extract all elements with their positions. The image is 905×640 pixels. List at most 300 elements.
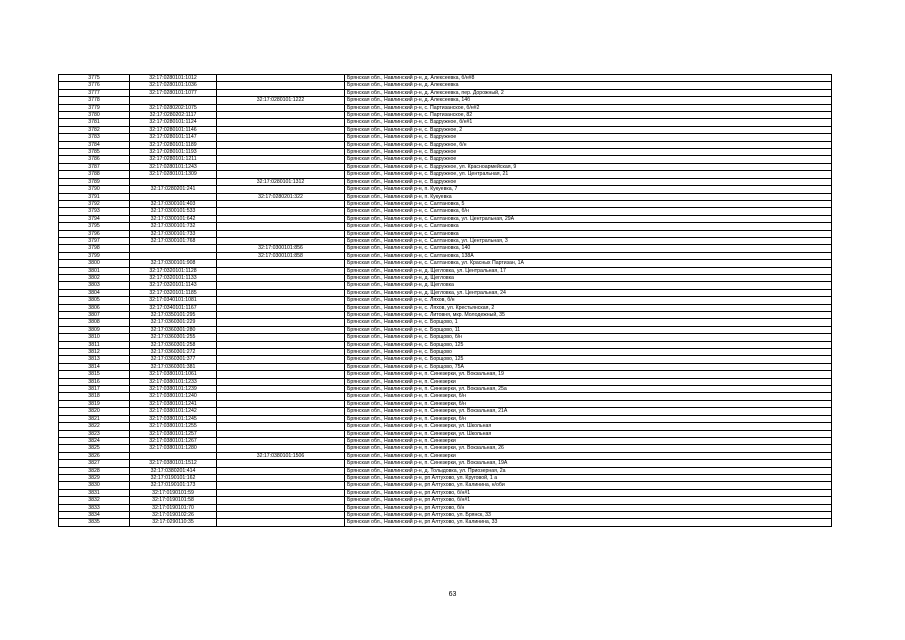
table-row (59, 423, 832, 430)
cadastral-number-alt-cell (217, 215, 345, 222)
row-number-cell: 3828 (59, 467, 130, 474)
cadastral-number-alt-cell (217, 200, 345, 207)
cadastral-number-cell: 32:17:0350101:295 (130, 312, 217, 319)
table-row (59, 326, 832, 333)
address-cell: Брянская обл., Навлинский р-н, с. Ляхов, б/н (345, 297, 832, 304)
row-number-cell: 3830 (59, 482, 130, 489)
row-number-cell: 3787 (59, 163, 130, 170)
address-cell: Брянская обл., Навлинский р-н, с. Партизанское, б/н#2 (345, 104, 832, 111)
address-cell: Брянская обл., Навлинский р-н, п. Синезерки, ул. Школьная (345, 430, 832, 437)
cadastral-number-alt-cell (217, 474, 345, 481)
cadastral-number-cell: 32:17:0320101:1185 (130, 289, 217, 296)
cadastral-number-alt-cell (217, 460, 345, 467)
cadastral-number-alt-cell (217, 75, 345, 82)
cadastral-number-cell: 32:17:0300101:768 (130, 237, 217, 244)
table-row (59, 237, 832, 244)
cadastral-number-alt-cell (217, 400, 345, 407)
cadastral-number-cell: 32:17:0280101:1077 (130, 89, 217, 96)
table-row (59, 274, 832, 281)
cadastral-number-alt-cell (217, 149, 345, 156)
cadastral-number-alt-cell (217, 363, 345, 370)
cadastral-number-alt-cell (217, 237, 345, 244)
cadastral-number-alt-cell: 32:17:0300101:858 (217, 252, 345, 259)
table-row (59, 378, 832, 385)
cadastral-number-cell: 32:17:0280201:241 (130, 186, 217, 193)
row-number-cell: 3777 (59, 89, 130, 96)
cadastral-number-alt-cell (217, 156, 345, 163)
address-cell: Брянская обл., Навлинский р-н, д. Алексеевка, 14б (345, 97, 832, 104)
address-cell: Брянская обл., Навлинский р-н, д. Щегловка, ул. Центральная, 17 (345, 267, 832, 274)
cadastral-number-cell: 32:17:0280101:1146 (130, 126, 217, 133)
address-cell: Брянская обл., Навлинский р-н, п. Синезерки (345, 452, 832, 459)
address-cell: Брянская обл., Навлинский р-н, с. Борщово, 125 (345, 341, 832, 348)
table-row (59, 297, 832, 304)
cadastral-number-alt-cell (217, 386, 345, 393)
row-number-cell: 3813 (59, 356, 130, 363)
table-row (59, 75, 832, 82)
address-cell: Брянская обл., Навлинский р-н, п. Кукуевка, 7 (345, 186, 832, 193)
table-row (59, 437, 832, 444)
row-number-cell: 3776 (59, 82, 130, 89)
table-row (59, 134, 832, 141)
table-row (59, 319, 832, 326)
cadastral-number-cell (130, 97, 217, 104)
table-row (59, 489, 832, 496)
cadastral-number-cell: 32:17:0360301:272 (130, 349, 217, 356)
cadastral-number-cell: 32:17:0380101:1255 (130, 423, 217, 430)
cadastral-number-cell: 32:17:0320101:1133 (130, 274, 217, 281)
cadastral-number-alt-cell (217, 319, 345, 326)
row-number-cell: 3809 (59, 326, 130, 333)
cadastral-number-alt-cell (217, 208, 345, 215)
address-cell: Брянская обл., Навлинский р-н, с. Салтановка, ул. Центральная, 29А (345, 215, 832, 222)
page-number: 63 (448, 591, 457, 598)
cadastral-number-cell: 32:17:0380101:1240 (130, 393, 217, 400)
cadastral-number-cell: 32:17:0380101:1061 (130, 371, 217, 378)
address-cell: Брянская обл., Навлинский р-н, с. Борщово, 75А (345, 363, 832, 370)
cadastral-number-alt-cell (217, 186, 345, 193)
row-number-cell: 3800 (59, 260, 130, 267)
table-row (59, 178, 832, 185)
address-cell: Брянская обл., Навлинский р-н, п. Синезерки, ул. Вокзальная, 21А (345, 408, 832, 415)
cadastral-number-cell: 32:17:0280101:1189 (130, 141, 217, 148)
table-row (59, 149, 832, 156)
table-row (59, 363, 832, 370)
row-number-cell: 3780 (59, 112, 130, 119)
cadastral-number-alt-cell: 32:17:0280101:1312 (217, 178, 345, 185)
document-table (58, 74, 832, 527)
cadastral-number-cell (130, 452, 217, 459)
address-cell: Брянская обл., Навлинский р-н, п. Кукуевка (345, 193, 832, 200)
row-number-cell: 3831 (59, 489, 130, 496)
cadastral-number-alt-cell (217, 415, 345, 422)
address-cell: Брянская обл., Навлинский р-н, д. Алексеевка (345, 82, 832, 89)
address-cell: Брянская обл., Навлинский р-н, п. Синезерки, ул. Вокзальная, 19А (345, 460, 832, 467)
row-number-cell: 3802 (59, 274, 130, 281)
cadastral-number-alt-cell (217, 82, 345, 89)
row-number-cell: 3824 (59, 437, 130, 444)
cadastral-number-alt-cell: 32:17:0280201:322 (217, 193, 345, 200)
row-number-cell: 3805 (59, 297, 130, 304)
cadastral-number-alt-cell: 32:17:0280101:1222 (217, 97, 345, 104)
row-number-cell: 3821 (59, 415, 130, 422)
cadastral-number-alt-cell (217, 126, 345, 133)
cadastral-number-alt-cell (217, 497, 345, 504)
row-number-cell: 3796 (59, 230, 130, 237)
cadastral-number-alt-cell (217, 326, 345, 333)
cadastral-number-alt-cell (217, 274, 345, 281)
table-row (59, 519, 832, 526)
table-row (59, 415, 832, 422)
table-row (59, 386, 832, 393)
address-cell: Брянская обл., Навлинский р-н, с. Вздружное (345, 134, 832, 141)
cadastral-number-cell: 32:17:0300101:733 (130, 230, 217, 237)
table-row (59, 393, 832, 400)
table-row (59, 193, 832, 200)
table-row (59, 289, 832, 296)
address-cell: Брянская обл., Навлинский р-н, п. Синезерки, ул. Вокзальная, 26 (345, 445, 832, 452)
row-number-cell: 3797 (59, 237, 130, 244)
cadastral-number-alt-cell (217, 134, 345, 141)
table-row (59, 163, 832, 170)
address-cell: Брянская обл., Навлинский р-н, п. Синезерки (345, 437, 832, 444)
cadastral-number-alt-cell (217, 230, 345, 237)
address-cell: Брянская обл., Навлинский р-н, с. Борщово, 1 (345, 319, 832, 326)
cadastral-number-cell: 32:17:0380101:1245 (130, 415, 217, 422)
table-row (59, 200, 832, 207)
cadastral-number-cell: 32:17:0340101:1167 (130, 304, 217, 311)
row-number-cell: 3810 (59, 334, 130, 341)
cadastral-number-alt-cell (217, 112, 345, 119)
table-row (59, 230, 832, 237)
table-row (59, 304, 832, 311)
row-number-cell: 3811 (59, 341, 130, 348)
table-row (59, 104, 832, 111)
cadastral-number-cell: 32:17:0300101:908 (130, 260, 217, 267)
row-number-cell: 3816 (59, 378, 130, 385)
row-number-cell: 3832 (59, 497, 130, 504)
table-row (59, 267, 832, 274)
address-cell: Брянская обл., Навлинский р-н, рп Алтухово, ул. Калинина, н/оби (345, 482, 832, 489)
address-cell: Брянская обл., Навлинский р-н, п. Синезерки, б/н (345, 393, 832, 400)
table-row (59, 474, 832, 481)
cadastral-number-cell: 32:17:0300101:642 (130, 215, 217, 222)
cadastral-number-cell: 32:17:0290110:35 (130, 519, 217, 526)
table-row (59, 97, 832, 104)
cadastral-number-cell: 32:17:0190102:26 (130, 511, 217, 518)
cadastral-number-cell: 32:17:0190101:59 (130, 489, 217, 496)
cadastral-number-cell: 32:17:0340101:1081 (130, 297, 217, 304)
cadastral-number-cell: 32:17:0280101:1211 (130, 156, 217, 163)
row-number-cell: 3827 (59, 460, 130, 467)
cadastral-number-cell (130, 193, 217, 200)
cadastral-number-cell: 32:17:0190101:173 (130, 482, 217, 489)
cadastral-number-alt-cell: 32:17:0300101:856 (217, 245, 345, 252)
row-number-cell: 3808 (59, 319, 130, 326)
cadastral-number-cell (130, 178, 217, 185)
cadastral-number-cell: 32:17:0300101:732 (130, 223, 217, 230)
row-number-cell: 3807 (59, 312, 130, 319)
row-number-cell: 3819 (59, 400, 130, 407)
cadastral-number-cell: 32:17:0360301:258 (130, 341, 217, 348)
address-cell: Брянская обл., Навлинский р-н, с. Салтановка (345, 223, 832, 230)
table-row (59, 171, 832, 178)
row-number-cell: 3785 (59, 149, 130, 156)
address-cell: Брянская обл., Навлинский р-н, рп Алтухово, ул. Брянск, 33 (345, 511, 832, 518)
address-cell: Брянская обл., Навлинский р-н, с. Вздружное, ул. Красноармейская, 9 (345, 163, 832, 170)
cadastral-number-alt-cell (217, 282, 345, 289)
cadastral-number-cell: 32:17:0190101:70 (130, 504, 217, 511)
table-row (59, 119, 832, 126)
row-number-cell: 3833 (59, 504, 130, 511)
cadastral-number-cell: 32:17:0280101:1012 (130, 75, 217, 82)
row-number-cell: 3829 (59, 474, 130, 481)
table-row (59, 245, 832, 252)
address-cell: Брянская обл., Навлинский р-н, п. Синезерки, б/н (345, 415, 832, 422)
table-row (59, 252, 832, 259)
address-cell: Брянская обл., Навлинский р-н, с. Салтановка, 5 (345, 200, 832, 207)
table-row (59, 82, 832, 89)
cadastral-number-cell (130, 245, 217, 252)
address-cell: Брянская обл., Навлинский р-н, д. Алексеевка, пер. Дорожный, 2 (345, 89, 832, 96)
row-number-cell: 3792 (59, 200, 130, 207)
cadastral-number-alt-cell (217, 104, 345, 111)
cadastral-number-alt-cell (217, 371, 345, 378)
row-number-cell: 3826 (59, 452, 130, 459)
address-cell: Брянская обл., Навлинский р-н, рп Алтухово, ул. Круговой, 1 а (345, 474, 832, 481)
address-cell: Брянская обл., Навлинский р-н, с. Вздружное, 2 (345, 126, 832, 133)
address-cell: Брянская обл., Навлинский р-н, с. Борщово, б/н (345, 334, 832, 341)
cadastral-number-alt-cell (217, 223, 345, 230)
address-cell: Брянская обл., Навлинский р-н, с. Салтановка, 138А (345, 252, 832, 259)
cadastral-number-cell: 32:17:0320101:1128 (130, 267, 217, 274)
row-number-cell: 3825 (59, 445, 130, 452)
table-row (59, 497, 832, 504)
table-row (59, 112, 832, 119)
cadastral-number-alt-cell (217, 289, 345, 296)
cadastral-number-alt-cell (217, 408, 345, 415)
address-cell: Брянская обл., Навлинский р-н, с. Борщово (345, 349, 832, 356)
table-row (59, 282, 832, 289)
table-row (59, 356, 832, 363)
row-number-cell: 3779 (59, 104, 130, 111)
cadastral-number-cell: 32:17:0300101:533 (130, 208, 217, 215)
table-row (59, 511, 832, 518)
cadastral-number-alt-cell (217, 430, 345, 437)
address-cell: Брянская обл., Навлинский р-н, рп Алтухово, б/н (345, 504, 832, 511)
row-number-cell: 3775 (59, 75, 130, 82)
table-row (59, 460, 832, 467)
cadastral-number-alt-cell (217, 504, 345, 511)
row-number-cell: 3799 (59, 252, 130, 259)
cadastral-number-cell: 32:17:0280101:1193 (130, 149, 217, 156)
cadastral-number-alt-cell (217, 423, 345, 430)
table-row (59, 260, 832, 267)
cadastral-number-alt-cell (217, 312, 345, 319)
address-cell: Брянская обл., Навлинский р-н, д. Толыдовка, ул. Приозерная, 2а (345, 467, 832, 474)
table-row (59, 467, 832, 474)
address-cell: Брянская обл., Навлинский р-н, с. Партизанское, 82 (345, 112, 832, 119)
cadastral-number-cell (130, 252, 217, 259)
row-number-cell: 3815 (59, 371, 130, 378)
row-number-cell: 3818 (59, 393, 130, 400)
address-cell: Брянская обл., Навлинский р-н, с. Вздружное (345, 178, 832, 185)
address-cell: Брянская обл., Навлинский р-н, с. Борщово, 11 (345, 326, 832, 333)
cadastral-number-alt-cell (217, 467, 345, 474)
address-cell: Брянская обл., Навлинский р-н, с. Вздружное (345, 149, 832, 156)
cadastral-number-cell: 32:17:0360301:280 (130, 326, 217, 333)
address-cell: Брянская обл., Навлинский р-н, с. Вздружное, б/н (345, 141, 832, 148)
cadastral-number-cell: 32:17:0280101:1124 (130, 119, 217, 126)
cadastral-number-alt-cell (217, 89, 345, 96)
cadastral-number-alt-cell (217, 356, 345, 363)
address-cell: Брянская обл., Навлинский р-н, с. Литовня, мкр. Молодежный, 35 (345, 312, 832, 319)
table-row (59, 482, 832, 489)
cadastral-number-alt-cell (217, 141, 345, 148)
cadastral-number-alt-cell (217, 267, 345, 274)
row-number-cell: 3783 (59, 134, 130, 141)
cadastral-number-cell: 32:17:0360301:229 (130, 319, 217, 326)
address-cell: Брянская обл., Навлинский р-н, с. Вздружное, ул. Центральная, 21 (345, 171, 832, 178)
table-row (59, 408, 832, 415)
row-number-cell: 3793 (59, 208, 130, 215)
address-cell: Брянская обл., Навлинский р-н, с. Салтановка (345, 230, 832, 237)
cadastral-number-alt-cell (217, 171, 345, 178)
row-number-cell: 3812 (59, 349, 130, 356)
address-cell: Брянская обл., Навлинский р-н, рп Алтухово, б/н#1 (345, 489, 832, 496)
address-cell: Брянская обл., Навлинский р-н, д. Щегловка (345, 282, 832, 289)
cadastral-number-cell: 32:17:0280202:1117 (130, 112, 217, 119)
cadastral-number-cell: 32:17:0190101:58 (130, 497, 217, 504)
cadastral-number-alt-cell (217, 334, 345, 341)
address-cell: Брянская обл., Навлинский р-н, д. Щегловка (345, 274, 832, 281)
table-row (59, 349, 832, 356)
address-cell: Брянская обл., Навлинский р-н, п. Синезерки (345, 378, 832, 385)
row-number-cell: 3791 (59, 193, 130, 200)
cadastral-number-cell: 32:17:0380101:1239 (130, 386, 217, 393)
address-cell: Брянская обл., Навлинский р-н, с. Салтановка, б/н (345, 208, 832, 215)
table-row (59, 312, 832, 319)
row-number-cell: 3786 (59, 156, 130, 163)
table-row (59, 430, 832, 437)
table-row (59, 156, 832, 163)
cadastral-number-cell: 32:17:0280101:1309 (130, 171, 217, 178)
row-number-cell: 3781 (59, 119, 130, 126)
row-number-cell: 3795 (59, 223, 130, 230)
cadastral-number-alt-cell (217, 119, 345, 126)
row-number-cell: 3823 (59, 430, 130, 437)
row-number-cell: 3801 (59, 267, 130, 274)
cadastral-number-alt-cell (217, 304, 345, 311)
row-number-cell: 3798 (59, 245, 130, 252)
cadastral-number-cell: 32:17:0320101:1143 (130, 282, 217, 289)
address-cell: Брянская обл., Навлинский р-н, п. Синезерки, б/н (345, 400, 832, 407)
cadastral-number-cell: 32:17:0360301:255 (130, 334, 217, 341)
table-row (59, 371, 832, 378)
address-cell: Брянская обл., Навлинский р-н, рп Алтухово, ул. Калинина, 33 (345, 519, 832, 526)
row-number-cell: 3790 (59, 186, 130, 193)
cadastral-number-alt-cell (217, 393, 345, 400)
cadastral-number-alt-cell (217, 511, 345, 518)
cadastral-number-alt-cell: 32:17:0380101:1506 (217, 452, 345, 459)
cadastral-number-cell: 32:17:0380101:1512 (130, 460, 217, 467)
row-number-cell: 3814 (59, 363, 130, 370)
cadastral-number-cell: 32:17:0280101:1147 (130, 134, 217, 141)
row-number-cell: 3784 (59, 141, 130, 148)
cadastral-number-cell: 32:17:0280101:1036 (130, 82, 217, 89)
cadastral-number-alt-cell (217, 163, 345, 170)
address-cell: Брянская обл., Навлинский р-н, п. Синезерки, ул. Вокзальная, 19 (345, 371, 832, 378)
address-cell: Брянская обл., Навлинский р-н, с. Салтановка, ул. Центральная, 3 (345, 237, 832, 244)
cadastral-number-alt-cell (217, 445, 345, 452)
cadastral-number-alt-cell (217, 378, 345, 385)
table-row (59, 126, 832, 133)
table-body (59, 75, 832, 527)
row-number-cell: 3794 (59, 215, 130, 222)
address-cell: Брянская обл., Навлинский р-н, с. Салтановка, ул. Красных Партизан, 1А (345, 260, 832, 267)
cadastral-number-cell: 32:17:0280202:1075 (130, 104, 217, 111)
row-number-cell: 3820 (59, 408, 130, 415)
cadastral-number-cell: 32:17:0380101:1257 (130, 430, 217, 437)
cadastral-number-cell: 32:17:0360301:377 (130, 356, 217, 363)
row-number-cell: 3788 (59, 171, 130, 178)
address-cell: Брянская обл., Навлинский р-н, с. Салтановка, 140 (345, 245, 832, 252)
cadastral-number-cell: 32:17:0300101:403 (130, 200, 217, 207)
address-cell: Брянская обл., Навлинский р-н, д. Щегловка, ул. Центральная, 24 (345, 289, 832, 296)
cadastral-number-alt-cell (217, 482, 345, 489)
table-row (59, 215, 832, 222)
row-number-cell: 3817 (59, 386, 130, 393)
cadastral-number-alt-cell (217, 297, 345, 304)
table-row (59, 445, 832, 452)
table-row (59, 186, 832, 193)
address-cell: Брянская обл., Навлинский р-н, рп Алтухово, б/н#1 (345, 497, 832, 504)
row-number-cell: 3806 (59, 304, 130, 311)
table-row (59, 452, 832, 459)
row-number-cell: 3822 (59, 423, 130, 430)
cadastral-number-alt-cell (217, 437, 345, 444)
cadastral-number-cell: 32:17:0380101:1241 (130, 400, 217, 407)
address-cell: Брянская обл., Навлинский р-н, п. Синезерки, ул. Школьная (345, 423, 832, 430)
table-row (59, 504, 832, 511)
cadastral-number-cell: 32:17:0380101:1242 (130, 408, 217, 415)
address-cell: Брянская обл., Навлинский р-н, с. Вздружное (345, 156, 832, 163)
cadastral-number-alt-cell (217, 260, 345, 267)
row-number-cell: 3778 (59, 97, 130, 104)
table-row (59, 208, 832, 215)
row-number-cell: 3782 (59, 126, 130, 133)
table-row (59, 334, 832, 341)
cadastral-number-alt-cell (217, 341, 345, 348)
table-row (59, 341, 832, 348)
address-cell: Брянская обл., Навлинский р-н, с. Борщово, 125 (345, 356, 832, 363)
cadastral-number-alt-cell (217, 489, 345, 496)
cadastral-number-cell: 32:17:0380101:1280 (130, 445, 217, 452)
row-number-cell: 3834 (59, 511, 130, 518)
address-cell: Брянская обл., Навлинский р-н, п. Синезерки, ул. Вокзальная, 25а (345, 386, 832, 393)
table-row (59, 223, 832, 230)
cadastral-number-cell: 32:17:0380101:1267 (130, 437, 217, 444)
cadastral-number-cell: 32:17:0380101:1233 (130, 378, 217, 385)
cadastral-number-cell: 32:17:0190101:162 (130, 474, 217, 481)
address-cell: Брянская обл., Навлинский р-н, д. Алексеевка, б/н#8 (345, 75, 832, 82)
address-cell: Брянская обл., Навлинский р-н, с. Вздружное, б/н#1 (345, 119, 832, 126)
row-number-cell: 3803 (59, 282, 130, 289)
row-number-cell: 3804 (59, 289, 130, 296)
cadastral-number-cell: 32:17:0380201:414 (130, 467, 217, 474)
row-number-cell: 3789 (59, 178, 130, 185)
cadastral-number-alt-cell (217, 519, 345, 526)
